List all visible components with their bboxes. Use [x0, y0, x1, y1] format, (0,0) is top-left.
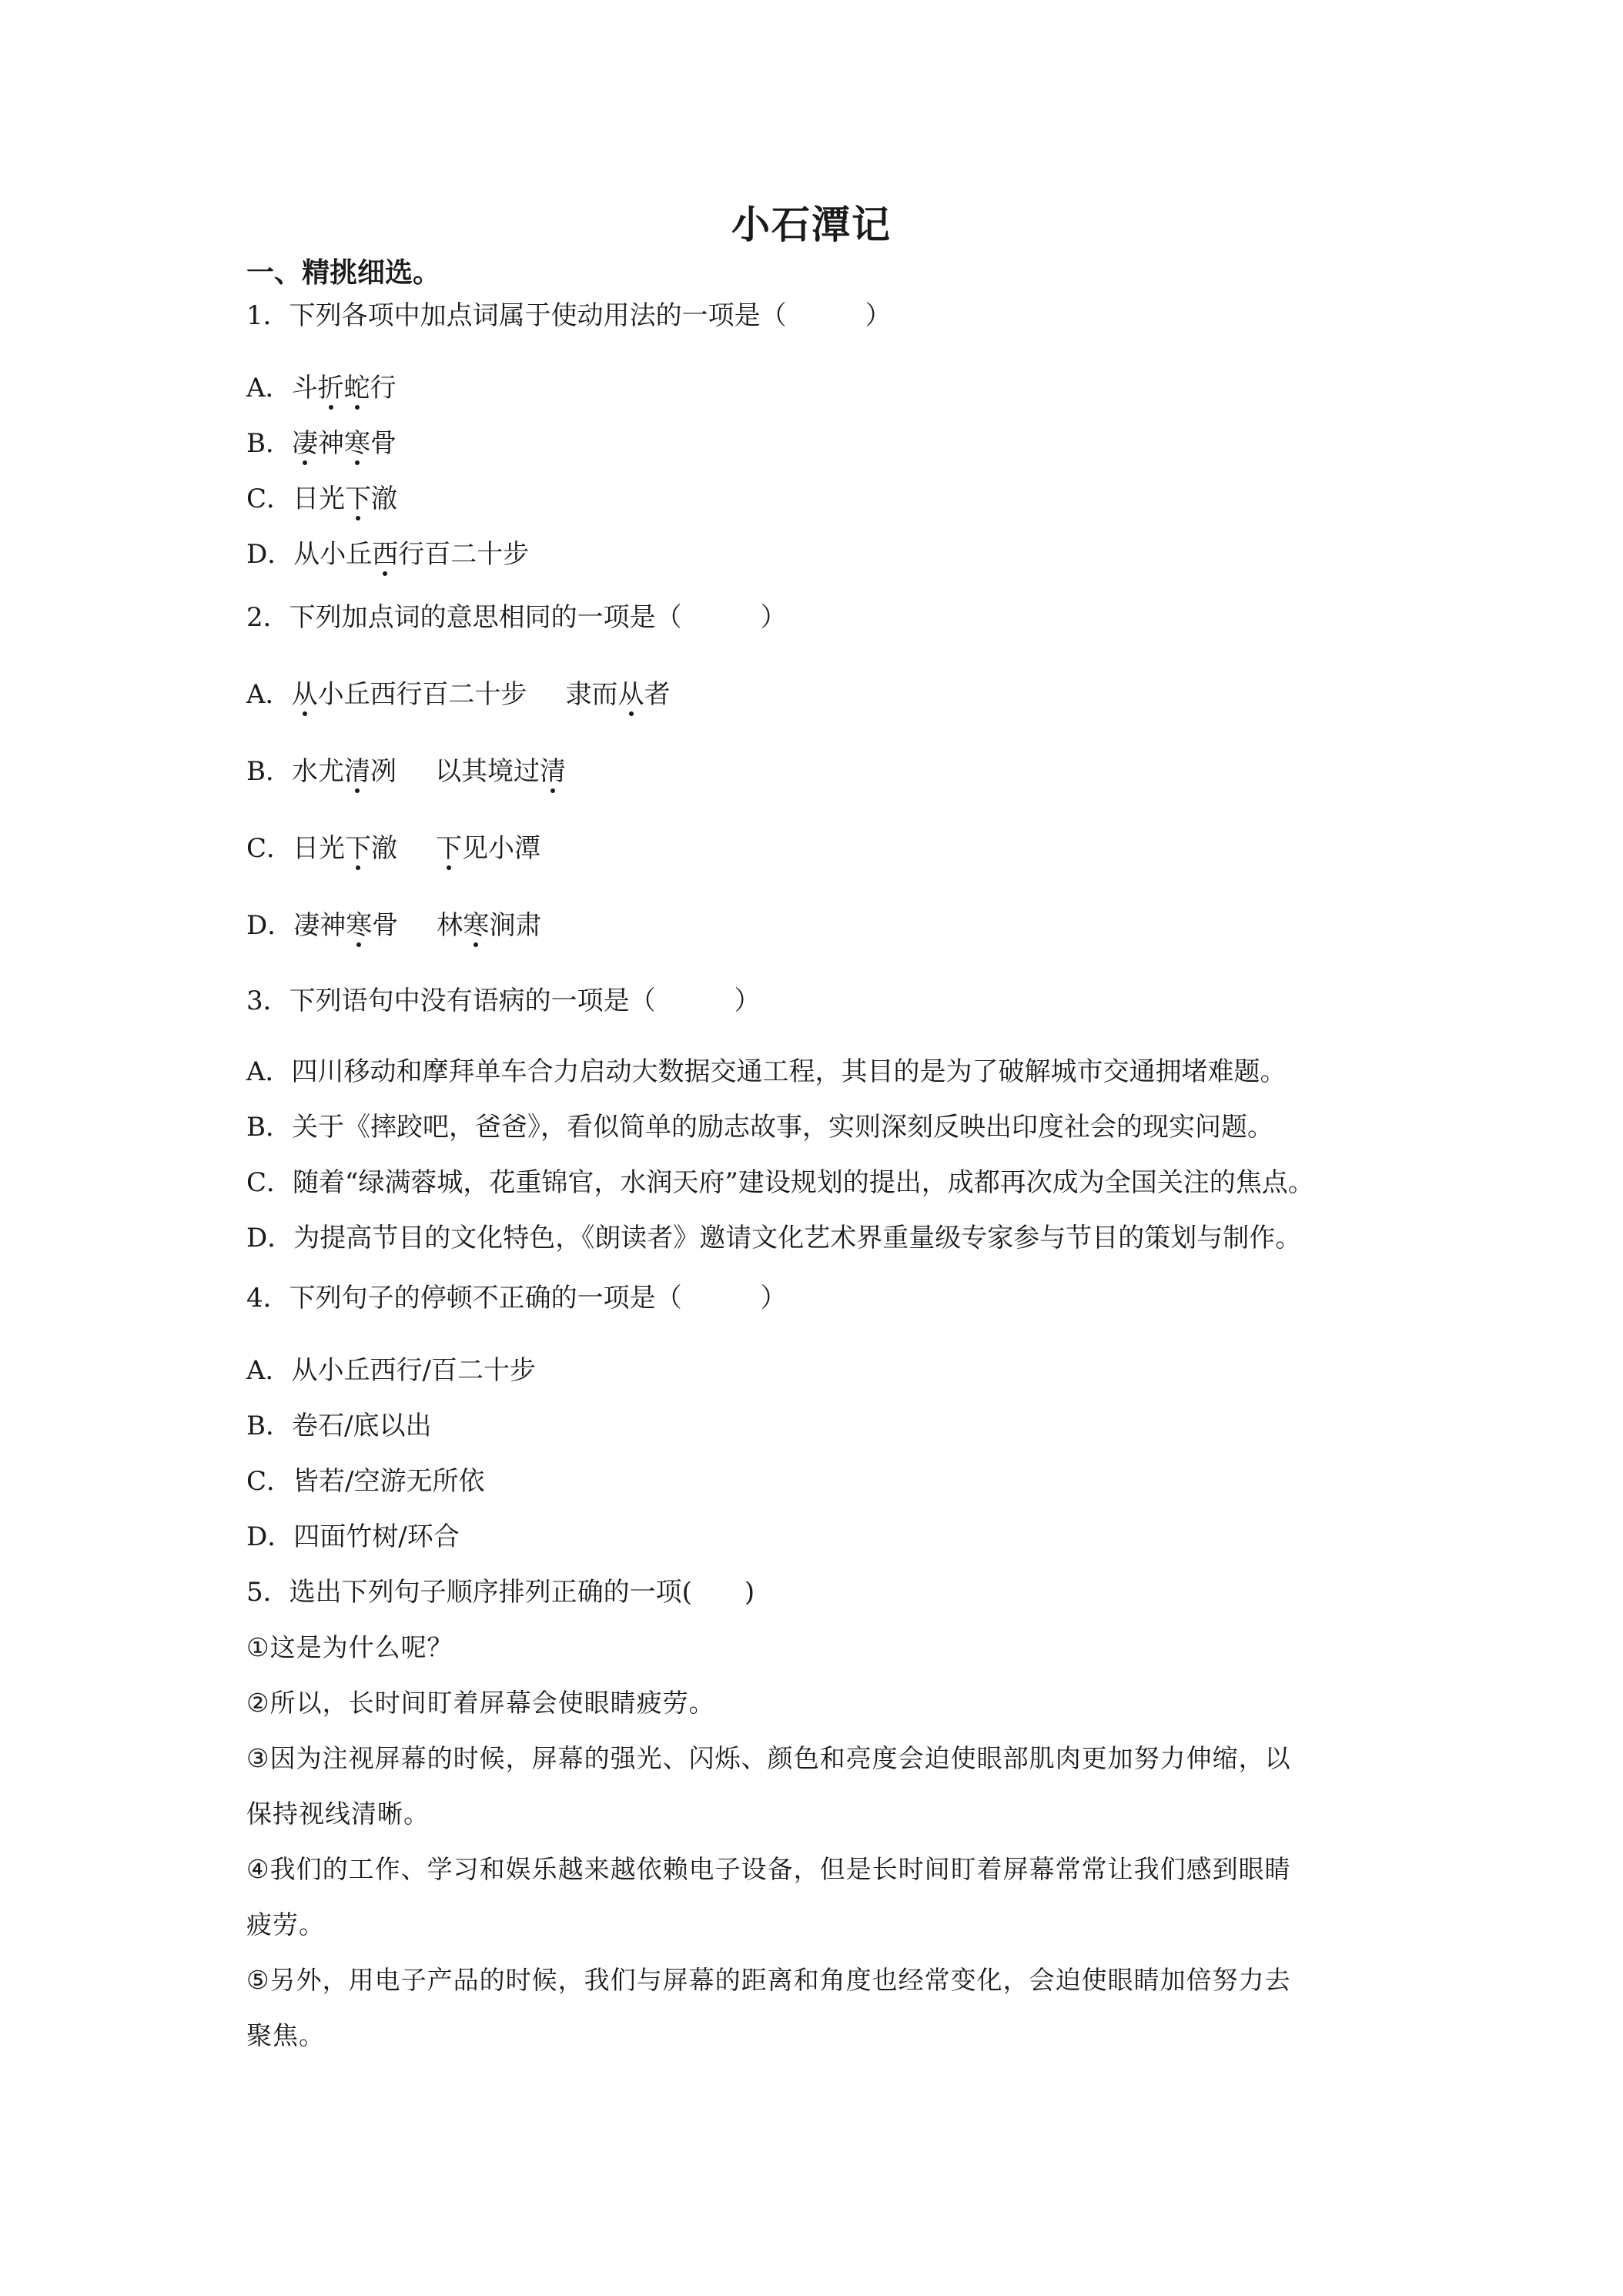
question-4-option-a: A．从小丘西行/百二十步 — [246, 1355, 537, 1386]
question-5-sentence-4: ④我们的工作、学习和娱乐越来越依赖电子设备，但是长时间盯着屏幕常常让我们感到眼睛 — [246, 1854, 1291, 1884]
question-1-option-c: C．日光下澈 — [246, 484, 398, 514]
emphasis-dot-char: 凄 — [292, 428, 318, 459]
question-5-sentence-1: ①这是为什么呢？ — [246, 1632, 453, 1662]
emphasis-dot-char: 下 — [436, 833, 463, 864]
page-title: 小石潭记 — [731, 202, 892, 247]
question-4-option-d: D．四面竹树/环合 — [246, 1521, 460, 1552]
emphasis-dot-char: 寒 — [346, 910, 373, 941]
question-2-option-c: C．日光下澈 下见小潭 — [246, 833, 541, 864]
emphasis-dot-char: 寒 — [344, 428, 370, 459]
emphasis-dot-char: 清 — [540, 756, 566, 787]
question-5-sentence-3: ③因为注视屏幕的时候，屏幕的强光、闪烁、颜色和亮度会迫使眼部肌肉更加努力伸缩，以 — [246, 1743, 1291, 1773]
question-1-option-b: B．凄神寒骨 — [246, 428, 397, 459]
question-3-option-d: D．为提高节目的文化特色，《朗读者》邀请文化艺术界重量级专家参与节目的策划与制作。 — [246, 1223, 1302, 1253]
question-4-option-b: B．卷石/底以出 — [246, 1411, 432, 1441]
question-5-sentence-5: ⑤另外，用电子产品的时候，我们与屏幕的距离和角度也经常变化，会迫使眼睛加倍努力去 — [246, 1965, 1291, 1995]
emphasis-dot-char: 从 — [617, 679, 644, 710]
emphasis-dot-char: 下 — [345, 484, 372, 514]
question-3-option-a: A．四川移动和摩拜单车合力启动大数据交通工程，其目的是为了破解城市交通拥堵难题。 — [246, 1056, 1287, 1087]
question-1-option-a: A．斗折蛇行 — [246, 373, 397, 403]
question-3-option-b: B．关于《摔跤吧，爸爸》，看似简单的励志故事，实则深刻反映出印度社会的现实问题。 — [246, 1112, 1273, 1143]
question-5-stem: 5．选出下列句子顺序排列正确的一项( ) — [246, 1577, 755, 1608]
emphasis-dot-char: 蛇 — [343, 373, 370, 403]
question-2-option-d: D．凄神寒骨 林寒涧肃 — [246, 910, 542, 941]
question-5-sentence-3-cont: 保持视线清晰。 — [246, 1799, 430, 1829]
question-1-stem: 1．下列各项中加点词属于使动用法的一项是（ ） — [246, 300, 892, 331]
emphasis-dot-char: 西 — [372, 539, 399, 570]
question-3-stem: 3．下列语句中没有语病的一项是（ ） — [246, 986, 761, 1016]
question-2-option-b: B．水尤清冽 以其境过清 — [246, 756, 566, 787]
question-3-option-c: C．随着“绿满蓉城，花重锦官，水润天府”建设规划的提出，成都再次成为全国关注的焦点。 — [246, 1167, 1314, 1198]
question-4-stem: 4．下列句子的停顿不正确的一项是（ ） — [246, 1283, 787, 1314]
question-1-option-d: D．从小丘西行百二十步 — [246, 539, 530, 570]
emphasis-dot-char: 从 — [291, 679, 318, 710]
emphasis-dot-char: 下 — [345, 833, 372, 864]
question-2-option-a: A．从小丘西行百二十步 隶而从者 — [246, 679, 671, 710]
section-heading: 一、精挑细选。 — [246, 257, 441, 289]
question-5-sentence-5-cont: 聚焦。 — [246, 2020, 325, 2050]
question-5-sentence-2: ②所以，长时间盯着屏幕会使眼睛疲劳。 — [246, 1688, 715, 1718]
emphasis-dot-char: 寒 — [463, 910, 490, 941]
emphasis-dot-char: 折 — [317, 373, 344, 403]
question-4-option-c: C．皆若/空游无所依 — [246, 1466, 485, 1497]
emphasis-dot-char: 清 — [344, 756, 370, 787]
question-2-stem: 2．下列加点词的意思相同的一项是（ ） — [246, 602, 787, 633]
question-5-sentence-4-cont: 疲劳。 — [246, 1909, 325, 1940]
